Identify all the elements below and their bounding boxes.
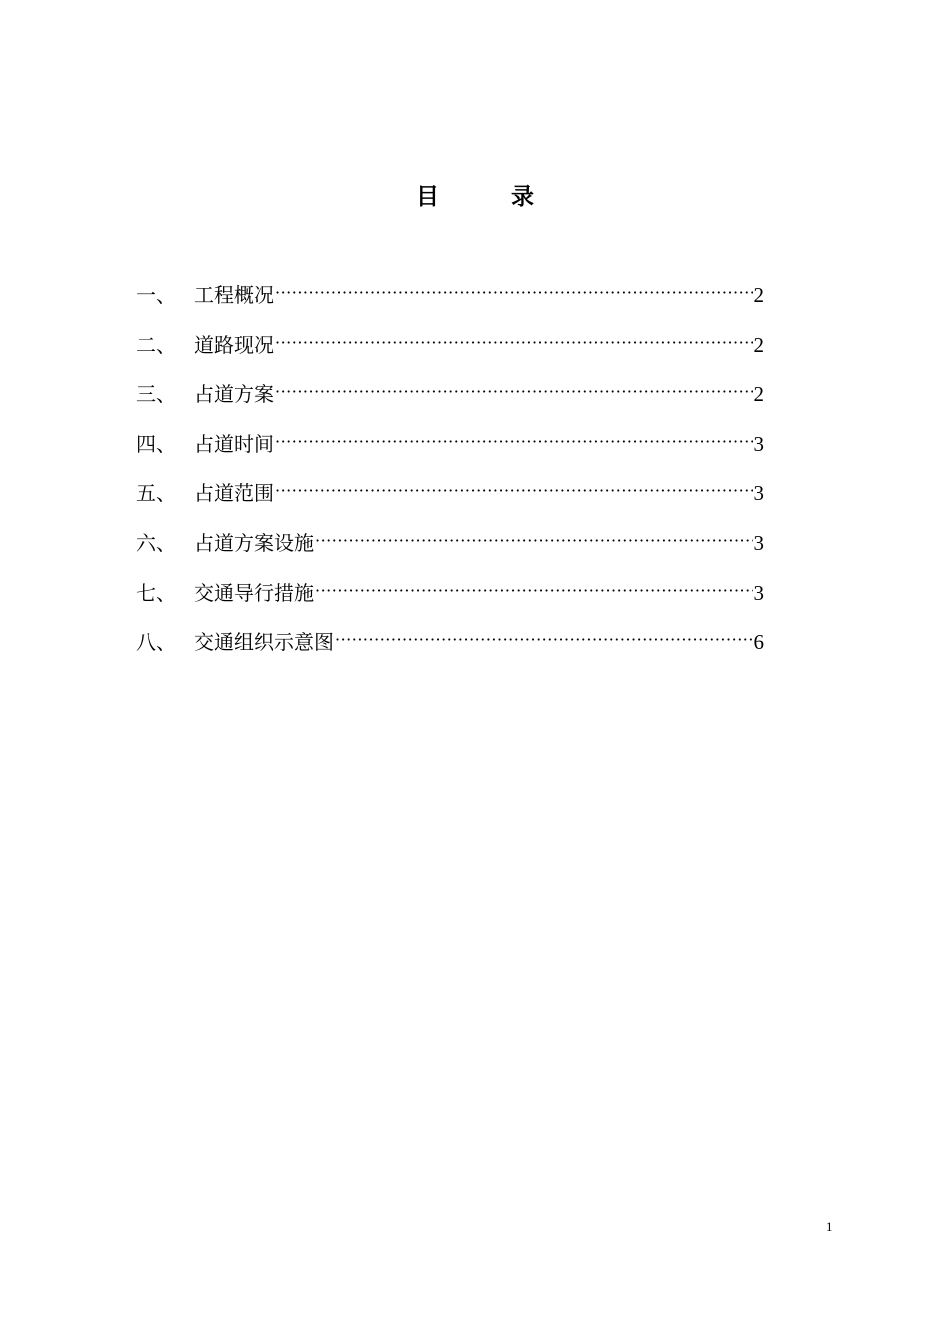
toc-entry-page: 2 bbox=[753, 382, 764, 407]
toc-entry-page: 3 bbox=[753, 431, 764, 456]
toc-entry-3[interactable] bbox=[136, 379, 764, 429]
toc-entry-4[interactable] bbox=[136, 429, 764, 479]
toc-entry-text: 占道方案 bbox=[194, 382, 274, 407]
toc-entry-page: 2 bbox=[753, 283, 764, 307]
toc-entry-number: 一、 bbox=[136, 283, 176, 307]
toc-leader-dots bbox=[275, 328, 753, 358]
toc-entry-number: 八、 bbox=[136, 630, 176, 655]
toc-entry-page: 6 bbox=[753, 630, 764, 655]
toc-entry-text: 交通组织示意图 bbox=[194, 630, 334, 655]
toc-leader-dots bbox=[275, 476, 753, 506]
toc-leader-dots bbox=[275, 427, 753, 457]
toc-leader-dots bbox=[315, 576, 753, 606]
toc-entry-number: 七、 bbox=[136, 580, 176, 605]
toc-title-char-2: 录 bbox=[511, 183, 534, 210]
toc-leader-dots bbox=[315, 526, 753, 556]
toc-entry-page: 2 bbox=[753, 332, 764, 357]
toc-entry-number: 六、 bbox=[136, 530, 176, 555]
toc-entry-1[interactable] bbox=[136, 280, 764, 330]
toc-title-char-1: 目 bbox=[416, 183, 439, 210]
toc-entry-6[interactable] bbox=[136, 528, 764, 578]
toc-entry-text: 道路现况 bbox=[194, 332, 274, 357]
toc-leader-dots bbox=[275, 278, 753, 308]
toc-entry-page: 3 bbox=[753, 530, 764, 555]
toc-entry-page: 3 bbox=[753, 481, 764, 506]
toc-entry-text: 占道方案设施 bbox=[194, 530, 314, 555]
toc-entry-number: 四、 bbox=[136, 431, 176, 456]
toc-list bbox=[136, 280, 764, 677]
page-number: 1 bbox=[826, 1219, 833, 1234]
toc-entry-text: 占道时间 bbox=[194, 431, 274, 456]
toc-entry-number: 五、 bbox=[136, 481, 176, 506]
toc-entry-5[interactable] bbox=[136, 478, 764, 528]
toc-entry-page: 3 bbox=[753, 580, 764, 605]
toc-entry-text: 占道范围 bbox=[194, 481, 274, 506]
toc-leader-dots bbox=[275, 377, 753, 407]
toc-entry-text: 交通导行措施 bbox=[194, 580, 314, 605]
toc-title bbox=[0, 178, 950, 211]
toc-leader-dots bbox=[335, 625, 753, 655]
toc-entry-number: 二、 bbox=[136, 332, 176, 357]
toc-entry-number: 三、 bbox=[136, 382, 176, 407]
toc-entry-text: 工程概况 bbox=[194, 283, 274, 307]
toc-entry-8[interactable] bbox=[136, 627, 764, 677]
toc-entry-2[interactable] bbox=[136, 330, 764, 380]
toc-entry-7[interactable] bbox=[136, 578, 764, 628]
